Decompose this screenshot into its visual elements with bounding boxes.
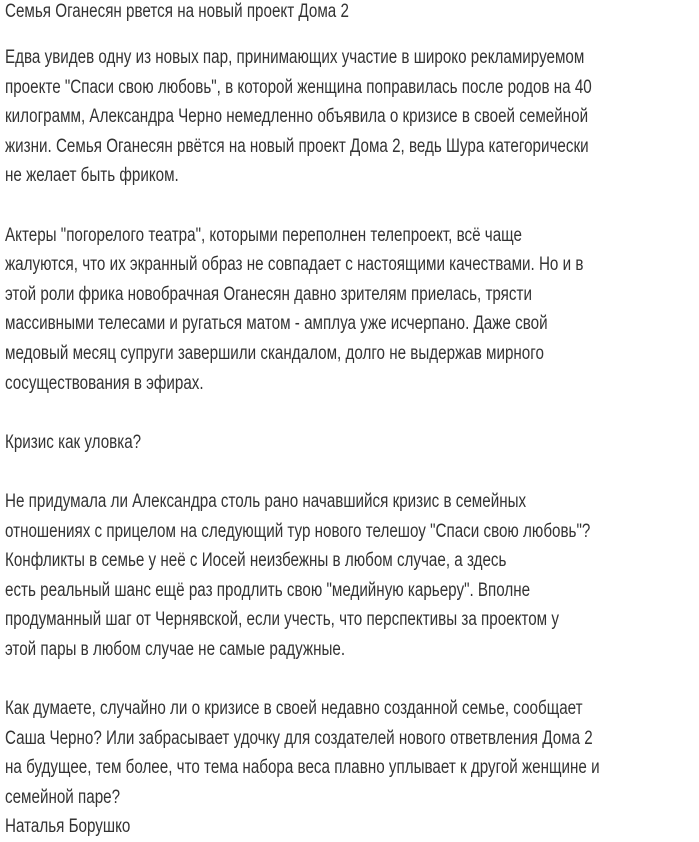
article — [5, 0, 699, 842]
paragraph-spacer — [5, 457, 699, 487]
paragraph-question — [5, 694, 699, 812]
paragraph-line: Конфликты в семье у неё с Иосей неизбежны в любом случае, а здесь — [5, 550, 507, 572]
paragraph-line: отношениях с прицелом на следующий тур нового телешоу "Спаси свою любовь"? — [5, 520, 591, 542]
paragraph-line: не желает быть фриком. — [5, 165, 179, 187]
paragraph-line: жалуются, что их экранный образ не совпадает с настоящими качествами. Но и в — [5, 254, 584, 276]
paragraph-line: жизни. Семья Оганесян рвётся на новый проект Дома 2, ведь Шура категорически — [5, 135, 589, 157]
article-title: Семья Оганесян рвется на новый проект Дома 2 — [5, 1, 349, 22]
paragraph-line: есть реальный шанс ещё раз продлить свою "медийную карьеру". Вполне — [5, 579, 531, 601]
section-subheading — [5, 428, 699, 458]
subheading-text: Кризис как уловка? — [5, 431, 142, 453]
paragraph-intro — [5, 43, 699, 191]
author-name: Наталья Борушко — [5, 816, 131, 838]
paragraph-line: Едва увидев одну из новых пар, принимающих участие в широко рекламируемом — [5, 47, 585, 68]
paragraph-line: медовый месяц супруги завершили скандалом, долго не выдержав мирного — [5, 342, 544, 364]
paragraph-line: проекте "Спаси свою любовь", в которой женщина поправилась после родов на 40 — [5, 76, 592, 98]
paragraph-line: семейной паре? — [5, 786, 121, 808]
paragraph-line: килограмм, Александра Черно немедленно объявила о кризисе в своей семейной — [5, 106, 589, 128]
paragraph-line: этой роли фрика новобрачная Оганесян давно зрителям приелась, трясти — [5, 283, 532, 305]
paragraph-line: Как думаете, случайно ли о кризисе в своей недавно созданной семье, сообщает — [5, 698, 583, 720]
paragraph-line: этой пары в любом случае не самые радужные. — [5, 638, 346, 660]
paragraph-line: продуманный шаг от Чернявской, если учесть, что перспективы за проектом у — [5, 609, 559, 631]
paragraph-crisis — [5, 487, 699, 665]
paragraph-line: на будущее, тем более, что тема набора веса плавно уплывает к другой женщине и — [5, 757, 600, 779]
paragraph-line: Не придумала ли Александра столь рано начавшийся кризис в семейных — [5, 490, 527, 512]
paragraph-line: Саша Черно? Или забрасывает удочку для создателей нового ответвления Дома 2 — [5, 727, 593, 749]
paragraph-line: массивными телесами и ругаться матом - амплуа уже исчерпано. Даже свой — [5, 313, 548, 335]
paragraph-spacer — [5, 664, 699, 694]
paragraph-line: сосуществования в эфирах. — [5, 372, 204, 394]
paragraph-spacer — [5, 398, 699, 428]
paragraph-actors — [5, 221, 699, 399]
paragraph-line: Актеры "погорелого театра", которыми переполнен телепроект, всё чаще — [5, 224, 522, 246]
paragraph-spacer — [5, 191, 699, 221]
